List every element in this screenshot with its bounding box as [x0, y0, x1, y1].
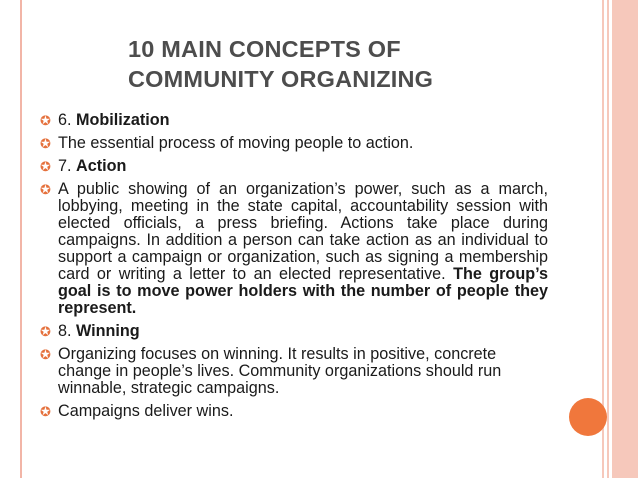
item-emphasis: The group’s goal is to move power holders with the number of people they represent. — [58, 265, 548, 317]
item-text: The essential process of moving people to action. — [58, 134, 414, 152]
ornate-bullet-icon: ✪ — [40, 324, 51, 339]
ornate-bullet-icon: ✪ — [40, 136, 51, 151]
title-line-1: 10 MAIN CONCEPTS OF — [128, 36, 401, 62]
right-decorative-stripes — [602, 0, 638, 478]
list-item-6-desc — [40, 135, 548, 152]
ornate-bullet-icon: ✪ — [40, 404, 51, 419]
slide-title — [128, 34, 488, 94]
ornate-bullet-icon: ✪ — [40, 159, 51, 174]
left-border-line — [20, 0, 22, 478]
ornate-bullet-icon: ✪ — [40, 113, 51, 128]
ornate-bullet-icon: ✪ — [40, 182, 51, 197]
list-item-campaigns — [40, 403, 548, 420]
item-number: 6. — [58, 111, 76, 129]
item-text: A public showing of an organization’s power, such as a march, lobbying, meeting in the state capital, accountability session with elected officials, a press briefing. Actions take place during campaigns. In addition a person can take action as an individual to support a campaign or organization, such as signing a membership card or writing a letter to an elected representative. — [58, 180, 548, 283]
list-item-8 — [40, 323, 548, 340]
item-heading: Mobilization — [76, 111, 170, 129]
item-text: Campaigns deliver wins. — [58, 402, 234, 420]
list-item-7 — [40, 158, 548, 175]
item-heading: Action — [76, 157, 127, 175]
slide-body — [40, 112, 548, 426]
orange-circle-decoration — [569, 398, 607, 436]
title-line-2: COMMUNITY ORGANIZING — [128, 66, 434, 92]
item-number: 8. — [58, 322, 76, 340]
item-heading: Winning — [76, 322, 140, 340]
ornate-bullet-icon: ✪ — [40, 347, 51, 362]
item-number: 7. — [58, 157, 76, 175]
list-item-7-desc — [40, 181, 548, 317]
item-text: Organizing focuses on winning. It results in positive, concrete change in people’s lives. Community organizations should run winnable, strategic campaigns. — [58, 345, 502, 397]
list-item-6 — [40, 112, 548, 129]
list-item-8-desc — [40, 346, 548, 397]
